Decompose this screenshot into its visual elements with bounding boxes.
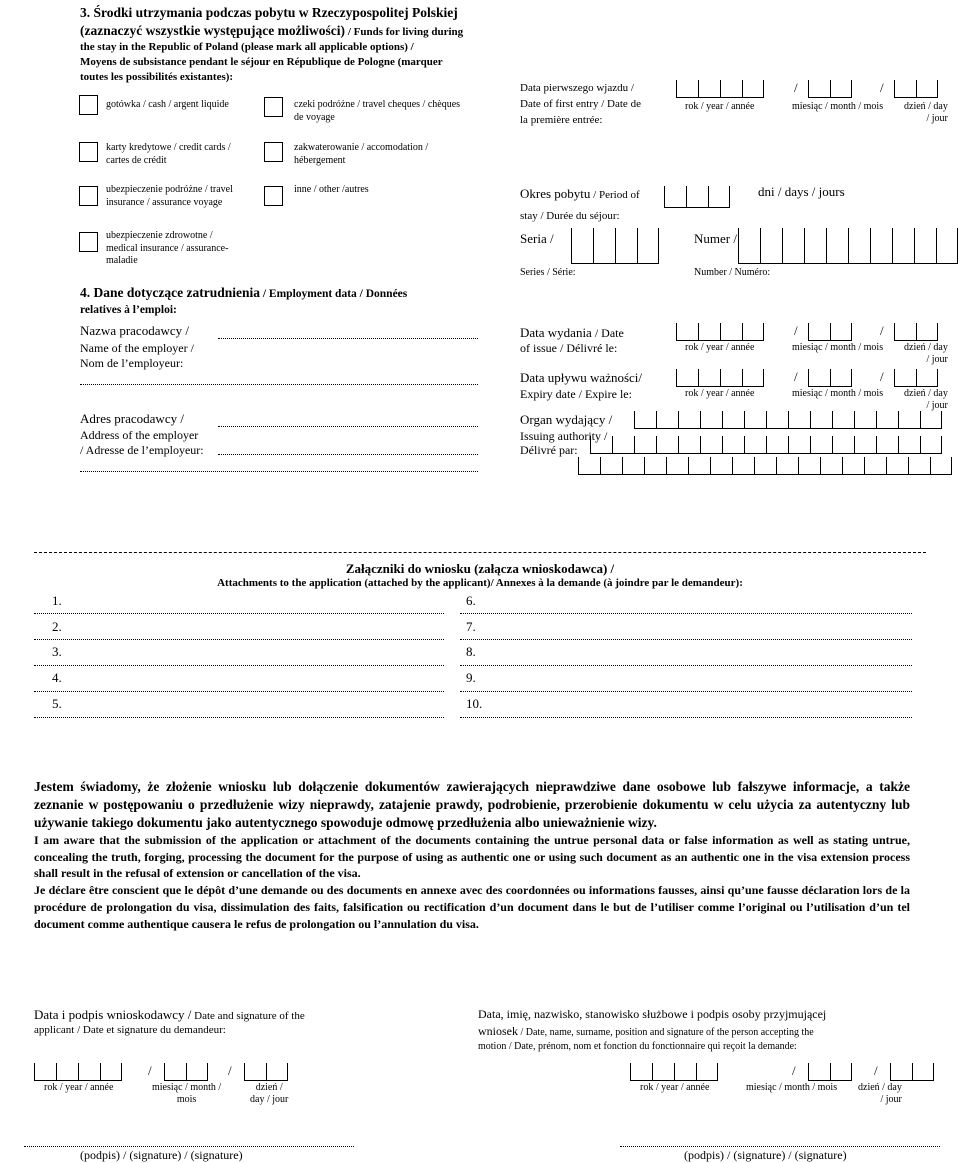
- number-sublabel: Number / Numéro:: [694, 267, 771, 278]
- officer-day-label-1: dzień / day: [858, 1082, 902, 1093]
- attachment-8-line[interactable]: [460, 665, 912, 666]
- attachment-6-label: 6.: [466, 593, 476, 608]
- officer-day-label: [858, 1082, 902, 1106]
- attachment-7-line[interactable]: [460, 639, 912, 640]
- applicant-day-label-1: dzień /: [255, 1082, 283, 1093]
- employer-address-line-1[interactable]: [218, 426, 478, 427]
- attachment-10-line[interactable]: [460, 717, 912, 718]
- attachment-3-line[interactable]: [34, 665, 444, 666]
- employer-address-label: Adres pracodawcy /: [80, 411, 184, 426]
- expiry-day-label-2: / jour: [926, 400, 948, 411]
- first-entry-slash-2: /: [880, 80, 884, 95]
- first-entry-day-grid[interactable]: [894, 80, 938, 98]
- applicant-signature-line[interactable]: [24, 1146, 354, 1147]
- expiry-month-grid[interactable]: [808, 369, 852, 387]
- medical-insurance-label-2: medical insurance / assurance-: [106, 242, 229, 254]
- employer-name-line-2[interactable]: [80, 384, 478, 385]
- applicant-signature-heading-2: applicant / Date et signature du demandeur:: [34, 1024, 226, 1036]
- travel-insurance-label: [106, 184, 233, 209]
- section-3-line5: toutes les possibilités existantes):: [80, 71, 234, 84]
- number-grid[interactable]: [738, 228, 958, 264]
- officer-month-grid[interactable]: [808, 1063, 852, 1081]
- officer-signature-line[interactable]: [620, 1146, 940, 1147]
- first-entry-day-label: [904, 101, 948, 125]
- declaration-pl: Jestem świadomy, że złożenie wniosku lub dołączenie dokumentów zawierających nieprawdziwe dane osobowe lub fałszywe informacje, a także zeznanie w postępowaniu o przedłużenie wizy nieprawdy, zatajenie prawdy, podrobienie, przerobienie dokumentu w celu użycia za autentyczny lub używanie takiego dokumentu jako autentycznego spowoduje odmowę przedłużenia albo unieważnienie wizy.: [34, 779, 910, 830]
- applicant-slash-1: /: [148, 1063, 152, 1078]
- officer-year-label: rok / year / année: [640, 1082, 710, 1093]
- section-4-title-en: / Employment data / Données: [259, 288, 408, 300]
- employer-address-line-2[interactable]: [218, 454, 478, 455]
- expiry-date-label-2: Expiry date / Expire le:: [520, 387, 632, 401]
- section-4-heading: [80, 284, 407, 318]
- first-entry-day-label-2: / jour: [926, 113, 948, 124]
- applicant-month-grid[interactable]: [164, 1063, 208, 1081]
- attachment-9-label: 9.: [466, 670, 476, 685]
- other-checkbox[interactable]: [264, 186, 283, 206]
- first-entry-day-label-1: dzień / day: [904, 101, 948, 112]
- medical-insurance-checkbox[interactable]: [79, 232, 98, 252]
- section-separator: [34, 552, 926, 553]
- attachment-5-label: 5.: [52, 696, 62, 711]
- expiry-day-grid[interactable]: [894, 369, 938, 387]
- stay-label-1: [520, 186, 640, 202]
- officer-slash-1: /: [792, 1063, 796, 1078]
- officer-signature-heading: Data, imię, nazwisko, stanowisko służbowe i podpis osoby przyjmującej: [478, 1007, 827, 1021]
- expiry-slash-2: /: [880, 369, 884, 384]
- applicant-day-label: [250, 1082, 288, 1106]
- officer-signature-heading-3: motion / Date, prénom, nom et fonction du fonctionnaire qui reçoit la demande:: [478, 1041, 797, 1052]
- officer-slash-2: /: [874, 1063, 878, 1078]
- travel-insurance-label-2: insurance / assurance voyage: [106, 196, 223, 208]
- section-3-title: 3. Środki utrzymania podczas pobytu w Rzeczypospolitej Polskiej: [80, 5, 458, 20]
- declaration-en: I am aware that the submission of the application or attachment of the documents containing the untrue personal data or false information as well as stating untrue, concealing the truth, forging, processing the document for the purpose of using as authentic one or using such document as an authentic one in the visa extension process shall result in the refusal of extension or cancellation of the visa.: [34, 832, 910, 881]
- expiry-year-grid[interactable]: [676, 369, 764, 387]
- issue-date-label: [520, 325, 624, 341]
- section-3-heading: [80, 4, 500, 85]
- first-entry-year-grid[interactable]: [676, 80, 764, 98]
- accommodation-label-1: zakwaterowanie / accomodation /: [294, 142, 429, 153]
- credit-cards-checkbox[interactable]: [79, 142, 98, 162]
- travel-cheques-label: [294, 99, 460, 124]
- attachment-1-label: 1.: [52, 593, 62, 608]
- credit-cards-label: [106, 142, 231, 167]
- credit-cards-label-2: cartes de crédit: [106, 154, 167, 166]
- authority-grid-row-2[interactable]: [590, 436, 942, 454]
- attachment-4-label: 4.: [52, 670, 62, 685]
- issue-month-label: miesiąc / month / mois: [792, 342, 884, 353]
- issue-month-grid[interactable]: [808, 323, 852, 341]
- first-entry-slash-1: /: [794, 80, 798, 95]
- stay-label-pl: Okres pobytu: [520, 186, 591, 201]
- officer-signature-heading-2: [478, 1024, 814, 1039]
- applicant-signature-caption: (podpis) / (signature) / (signature): [80, 1148, 243, 1162]
- attachments-title: Załączniki do wniosku (załącza wnioskodawca) /: [345, 561, 615, 576]
- applicant-month-label: [152, 1082, 221, 1106]
- applicant-year-label: rok / year / année: [44, 1082, 114, 1093]
- attachment-1-line[interactable]: [34, 613, 444, 614]
- first-entry-month-label: miesiąc / month / mois: [792, 101, 884, 112]
- expiry-year-label: rok / year / année: [685, 388, 755, 399]
- applicant-month-label-2: mois: [176, 1094, 197, 1105]
- attachment-3-label: 3.: [52, 644, 62, 659]
- first-entry-label-3: la première entrée:: [520, 113, 603, 126]
- stay-days-label: dni / days / jours: [758, 184, 845, 199]
- declaration: [34, 778, 910, 933]
- section-3-hint-en: / Funds for living during: [345, 26, 464, 39]
- authority-label: Organ wydający /: [520, 412, 613, 427]
- employer-address-label-en: Address of the employer: [80, 428, 199, 442]
- employer-name-label-fr: Nom de l’employeur:: [80, 356, 184, 370]
- first-entry-label-1: Data pierwszego wjazdu /: [520, 82, 634, 94]
- accommodation-checkbox[interactable]: [264, 142, 283, 162]
- employer-address-label-fr: / Adresse de l’employeur:: [80, 443, 204, 457]
- attachment-10-label: 10.: [466, 696, 483, 711]
- officer-signature-heading-pl: wniosek: [478, 1024, 518, 1038]
- attachments-subtitle: Attachments to the application (attached by the applicant)/ Annexes à la demande (à joindre par le demandeur):: [217, 577, 743, 589]
- medical-insurance-label-3: maladie: [106, 255, 138, 266]
- travel-insurance-label-1: ubezpieczenie podróżne / travel: [106, 184, 233, 195]
- applicant-day-label-2: day / jour: [250, 1094, 289, 1105]
- number-label: Numer /: [694, 231, 737, 246]
- attachment-2-label: 2.: [52, 619, 62, 634]
- applicant-day-grid[interactable]: [244, 1063, 288, 1081]
- attachment-4-line[interactable]: [34, 691, 444, 692]
- stay-label-en: / Period of: [590, 189, 640, 201]
- employer-name-label-en: Name of the employer /: [80, 341, 194, 355]
- first-entry-label-2: Date of first entry / Date de: [520, 97, 641, 110]
- section-3-line4: Moyens de subsistance pendant le séjour en République de Pologne (marquer: [80, 56, 443, 69]
- section-3-line3: the stay in the Republic of Poland (please mark all applicable options) /: [80, 41, 414, 54]
- first-entry-year-label: rok / year / année: [685, 101, 755, 112]
- credit-cards-label-1: karty kredytowe / credit cards /: [106, 142, 231, 153]
- officer-signature-heading-en: / Date, name, surname, position and signature of the person accepting the: [518, 1027, 814, 1038]
- applicant-year-grid[interactable]: [34, 1063, 122, 1081]
- cash-label: gotówka / cash / argent liquide: [106, 99, 229, 110]
- cash-checkbox[interactable]: [79, 95, 98, 115]
- attachment-2-line[interactable]: [34, 639, 444, 640]
- stay-label-2: stay / Durée du séjour:: [520, 210, 620, 222]
- issue-date-label-pl: Data wydania: [520, 325, 592, 340]
- expiry-day-label-1: dzień / day: [904, 388, 948, 399]
- officer-year-grid[interactable]: [630, 1063, 718, 1081]
- officer-signature-caption: (podpis) / (signature) / (signature): [684, 1148, 847, 1162]
- expiry-date-label: Data upływu ważności/: [520, 370, 643, 385]
- issue-date-label-en: / Date: [591, 326, 624, 340]
- travel-cheques-label-2: de voyage: [294, 111, 335, 123]
- medical-insurance-label-1: ubezpieczenie zdrowotne /: [106, 230, 213, 241]
- issue-slash-2: /: [880, 323, 884, 338]
- applicant-signature-heading: [34, 1007, 305, 1023]
- attachment-7-label: 7.: [466, 619, 476, 634]
- series-label: Seria /: [520, 231, 554, 246]
- first-entry-label: [520, 81, 641, 129]
- series-grid[interactable]: [571, 228, 659, 264]
- authority-grid-row-3[interactable]: [578, 457, 952, 475]
- issue-slash-1: /: [794, 323, 798, 338]
- employer-name-label: Nazwa pracodawcy /: [80, 323, 189, 338]
- issue-date-label-2: of issue / Délivré le:: [520, 341, 618, 355]
- attachment-5-line[interactable]: [34, 717, 444, 718]
- expiry-day-label: [904, 388, 948, 412]
- authority-label-2: Issuing authority /: [520, 429, 608, 443]
- issue-year-grid[interactable]: [676, 323, 764, 341]
- officer-month-label: miesiąc / month / mois: [746, 1082, 838, 1093]
- section-4-title-line2: relatives à l’emploi:: [80, 303, 177, 316]
- attachment-8-label: 8.: [466, 644, 476, 659]
- applicant-slash-2: /: [228, 1063, 232, 1078]
- travel-cheques-label-1: czeki podróżne / travel cheques / chèques: [294, 99, 461, 110]
- employer-address-line-3[interactable]: [80, 471, 478, 472]
- officer-day-grid[interactable]: [890, 1063, 934, 1081]
- attachment-9-line[interactable]: [460, 691, 912, 692]
- travel-insurance-checkbox[interactable]: [79, 186, 98, 206]
- issue-day-label-2: / jour: [926, 354, 948, 365]
- accommodation-label-2: hébergement: [294, 154, 346, 166]
- accommodation-label: [294, 142, 428, 167]
- section-4-title: 4. Dane dotyczące zatrudnienia: [80, 285, 260, 300]
- issue-day-grid[interactable]: [894, 323, 938, 341]
- medical-insurance-label: [106, 230, 228, 268]
- declaration-fr: Je déclare être conscient que le dépôt d’une demande ou des documents en annexe avec des coordonnées ou informations fausses, ainsi qu’une fausse déclaration lors de la procédure de prolongation du visa, dissimulation des faits, falsification ou rectification d’un document dans le but de l’utiliser comme l’original ou l’utilisation d’un tel document comme authentique causera le refus de prolongation ou l’annulation du visa.: [34, 883, 910, 931]
- applicant-signature-heading-pl: Data i podpis wnioskodawcy /: [34, 1007, 192, 1022]
- employer-name-line-1[interactable]: [218, 338, 478, 339]
- issue-day-label-1: dzień / day: [904, 342, 948, 353]
- expiry-slash-1: /: [794, 369, 798, 384]
- expiry-month-label: miesiąc / month / mois: [792, 388, 884, 399]
- section-3-hint: (zaznaczyć wszystkie występujące możliwości): [80, 23, 346, 39]
- other-label: inne / other /autres: [294, 184, 369, 195]
- stay-days-grid[interactable]: [664, 186, 730, 208]
- officer-day-label-2: / jour: [880, 1094, 902, 1105]
- applicant-month-label-1: miesiąc / month /: [152, 1082, 222, 1093]
- attachment-6-line[interactable]: [460, 613, 912, 614]
- travel-cheques-checkbox[interactable]: [264, 97, 283, 117]
- issue-year-label: rok / year / année: [685, 342, 755, 353]
- series-sublabel: Series / Série:: [520, 267, 576, 278]
- authority-label-3: Délivré par:: [520, 443, 578, 457]
- authority-grid-row-1[interactable]: [634, 411, 942, 429]
- issue-day-label: [904, 342, 948, 366]
- first-entry-month-grid[interactable]: [808, 80, 852, 98]
- applicant-signature-heading-en: Date and signature of the: [191, 1010, 305, 1022]
